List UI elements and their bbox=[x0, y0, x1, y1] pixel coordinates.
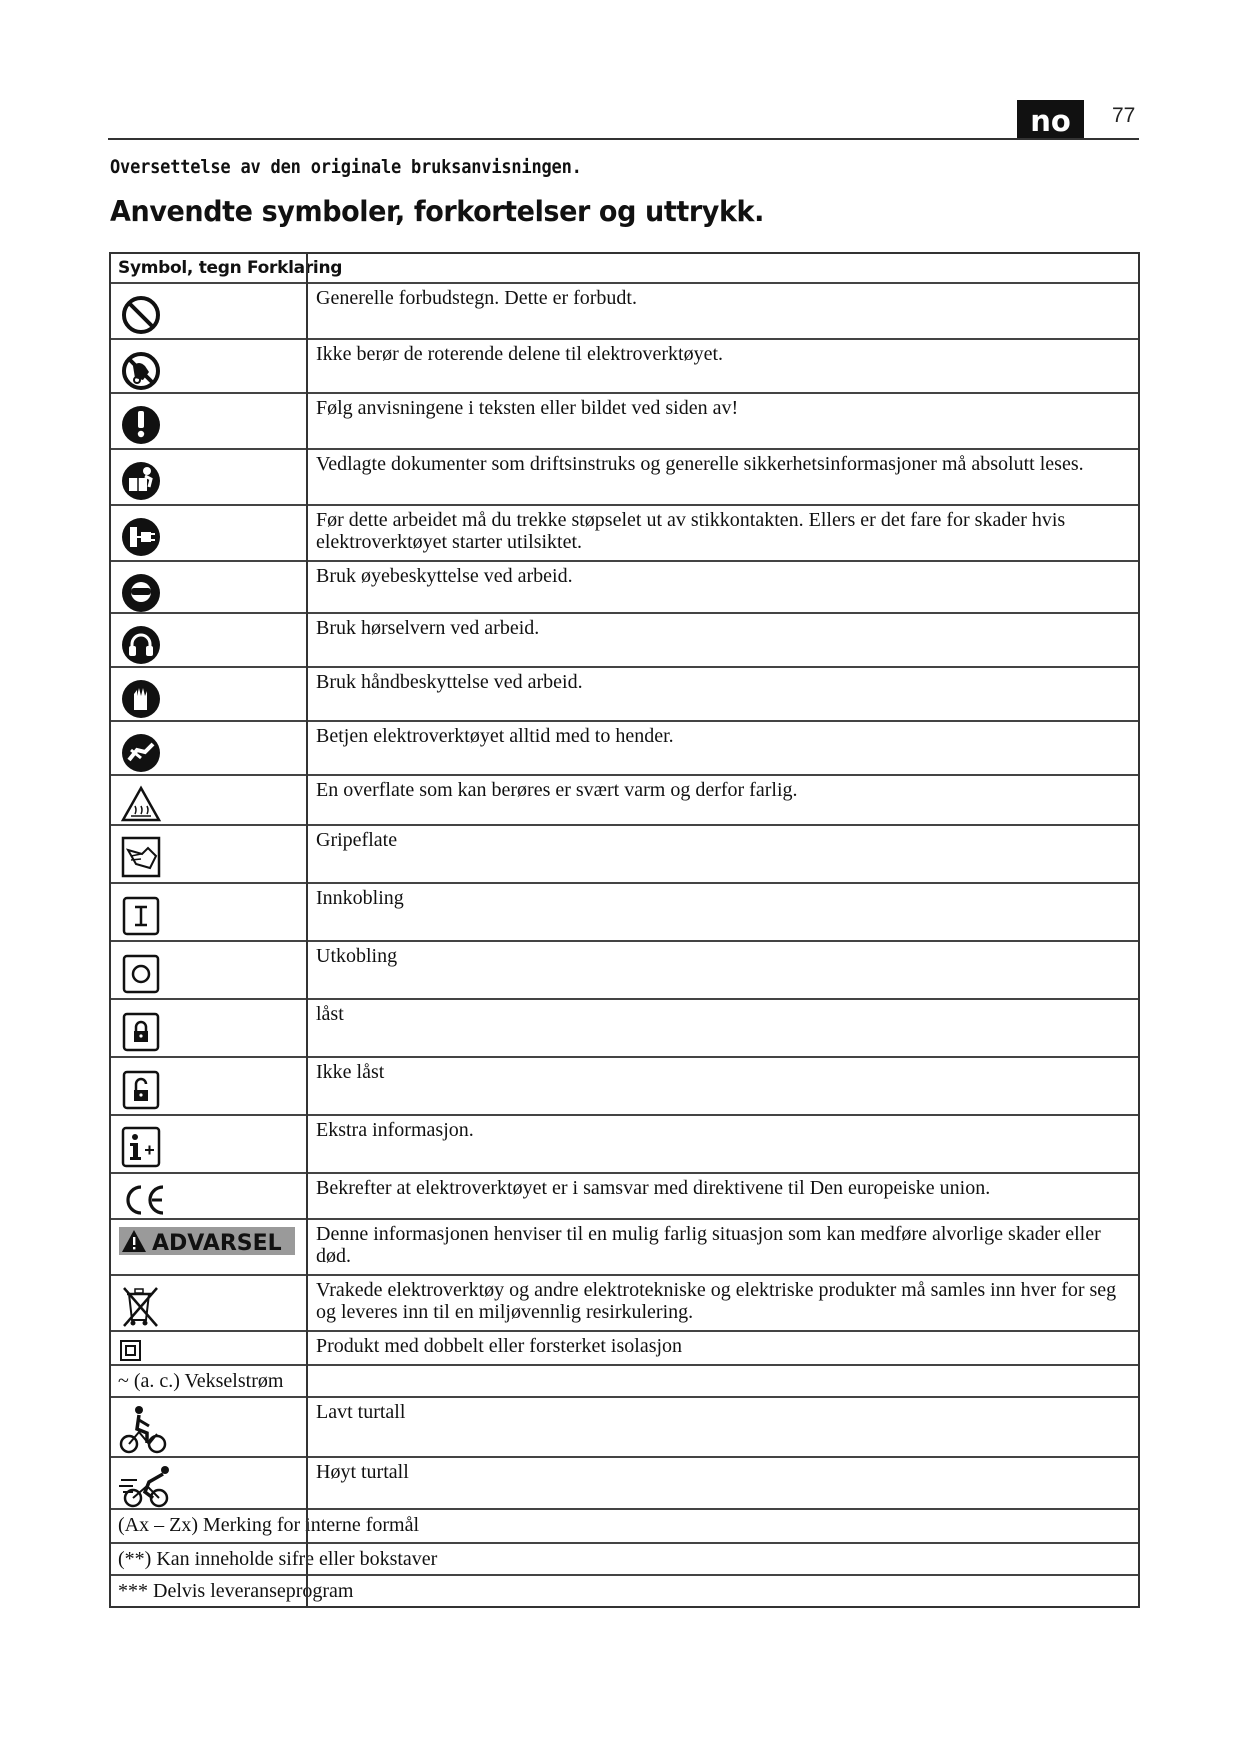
warning-label-text: ADVARSEL bbox=[152, 1231, 282, 1256]
table-header-label: Symbol, tegn Forklaring bbox=[118, 258, 343, 278]
row-full-text: (**) Kan inneholde sifre eller bokstaver bbox=[118, 1548, 438, 1570]
row-description: Før dette arbeidet må du trekke støpselet ut av stikkontakten. Ellers er det fare for skader hvis elektroverktøyet starter utilsiktet. bbox=[316, 509, 1066, 553]
warning-label-icon bbox=[119, 1224, 305, 1280]
table-row bbox=[111, 1458, 1138, 1510]
column-divider bbox=[306, 252, 308, 1608]
table-row bbox=[111, 562, 1138, 614]
table-row bbox=[111, 506, 1138, 562]
page-number: 77 bbox=[1112, 104, 1136, 127]
table-row bbox=[111, 826, 1138, 884]
language-badge: no bbox=[1017, 100, 1084, 138]
table-row bbox=[111, 340, 1138, 394]
row-description: Bruk øyebeskyttelse ved arbeid. bbox=[316, 565, 573, 587]
row-description: Vedlagte dokumenter som driftsinstruks og generelle sikkerhetsinformasjoner må absolutt leses. bbox=[316, 453, 1084, 475]
section-title: Anvendte symboler, forkortelser og uttrykk. bbox=[110, 196, 764, 229]
document-subtitle: Oversettelse av den originale bruksanvisningen. bbox=[110, 157, 582, 179]
table-row bbox=[111, 1116, 1138, 1174]
exclamation-icon bbox=[119, 398, 305, 454]
table-row bbox=[111, 722, 1138, 776]
row-description: Produkt med dobbelt eller forsterket isolasjon bbox=[316, 1335, 683, 1357]
table-header-row bbox=[111, 254, 1138, 284]
row-description: låst bbox=[316, 1003, 344, 1025]
ear-protection-icon bbox=[119, 618, 305, 674]
power-on-icon bbox=[119, 888, 305, 944]
table-row bbox=[111, 1398, 1138, 1458]
table-row bbox=[111, 776, 1138, 826]
table-row bbox=[111, 1544, 1138, 1576]
row-description: Ikke berør de roterende delene til elektroverktøyet. bbox=[316, 343, 724, 365]
row-description: Innkobling bbox=[316, 887, 404, 909]
symbols-table bbox=[109, 252, 1140, 1608]
row-description: Denne informasjonen henviser til en mulig farlig situasjon som kan medføre alvorlige skader eller død. bbox=[316, 1223, 1101, 1267]
row-description: En overflate som kan berøres er svært varm og derfor farlig. bbox=[316, 779, 798, 801]
two-hands-icon bbox=[119, 726, 305, 782]
table-row bbox=[111, 284, 1138, 340]
lock-closed-icon bbox=[119, 1004, 305, 1060]
row-description: Ekstra informasjon. bbox=[316, 1119, 474, 1141]
table-row bbox=[111, 1174, 1138, 1220]
row-description: Vrakede elektroverktøy og andre elektrotekniske og elektriske produkter må samles inn hver for seg og leveres inn til en miljøvennlig resirkulering. bbox=[316, 1279, 1117, 1323]
grip-surface-icon bbox=[119, 830, 305, 886]
row-description: Utkobling bbox=[316, 945, 398, 967]
row-description: Gripeflate bbox=[316, 829, 398, 851]
table-row bbox=[111, 614, 1138, 668]
table-row bbox=[111, 1276, 1138, 1332]
read-manual-icon bbox=[119, 454, 305, 510]
power-off-icon bbox=[119, 946, 305, 1002]
row-full-text: ~ (a. c.) Vekselstrøm bbox=[118, 1370, 284, 1392]
info-plus-icon bbox=[119, 1120, 305, 1176]
table-row bbox=[111, 1000, 1138, 1058]
crossed-bin-icon bbox=[119, 1280, 305, 1336]
table-row bbox=[111, 1058, 1138, 1116]
no-touch-rotating-parts-icon bbox=[119, 344, 305, 400]
table-row bbox=[111, 668, 1138, 722]
glove-icon bbox=[119, 672, 305, 728]
table-row bbox=[111, 1576, 1138, 1606]
table-row bbox=[111, 942, 1138, 1000]
row-description: Ikke låst bbox=[316, 1061, 385, 1083]
prohibition-icon bbox=[119, 288, 305, 344]
low-speed-icon bbox=[119, 1402, 305, 1458]
row-description: Betjen elektroverktøyet alltid med to hender. bbox=[316, 725, 674, 747]
row-description: Følg anvisningene i teksten eller bildet ved siden av! bbox=[316, 397, 739, 419]
table-row bbox=[111, 450, 1138, 506]
row-description: Bruk håndbeskyttelse ved arbeid. bbox=[316, 671, 583, 693]
row-description: Generelle forbudstegn. Dette er forbudt. bbox=[316, 287, 637, 309]
row-description: Bekrefter at elektroverktøyet er i samsvar med direktivene til Den europeiske union. bbox=[316, 1177, 991, 1199]
table-row bbox=[111, 394, 1138, 450]
row-description: Bruk hørselvern ved arbeid. bbox=[316, 617, 540, 639]
table-row bbox=[111, 884, 1138, 942]
row-full-text: (Ax – Zx) Merking for interne formål bbox=[118, 1514, 420, 1536]
page-header bbox=[108, 100, 1139, 140]
row-description: Lavt turtall bbox=[316, 1401, 406, 1423]
row-full-text: *** Delvis leveranseprogram bbox=[118, 1580, 354, 1602]
lock-open-icon bbox=[119, 1062, 305, 1118]
table-row bbox=[111, 1366, 1138, 1398]
table-row bbox=[111, 1220, 1138, 1276]
row-description: Høyt turtall bbox=[316, 1461, 409, 1483]
table-row bbox=[111, 1510, 1138, 1544]
table-row bbox=[111, 1332, 1138, 1366]
unplug-icon bbox=[119, 510, 305, 566]
